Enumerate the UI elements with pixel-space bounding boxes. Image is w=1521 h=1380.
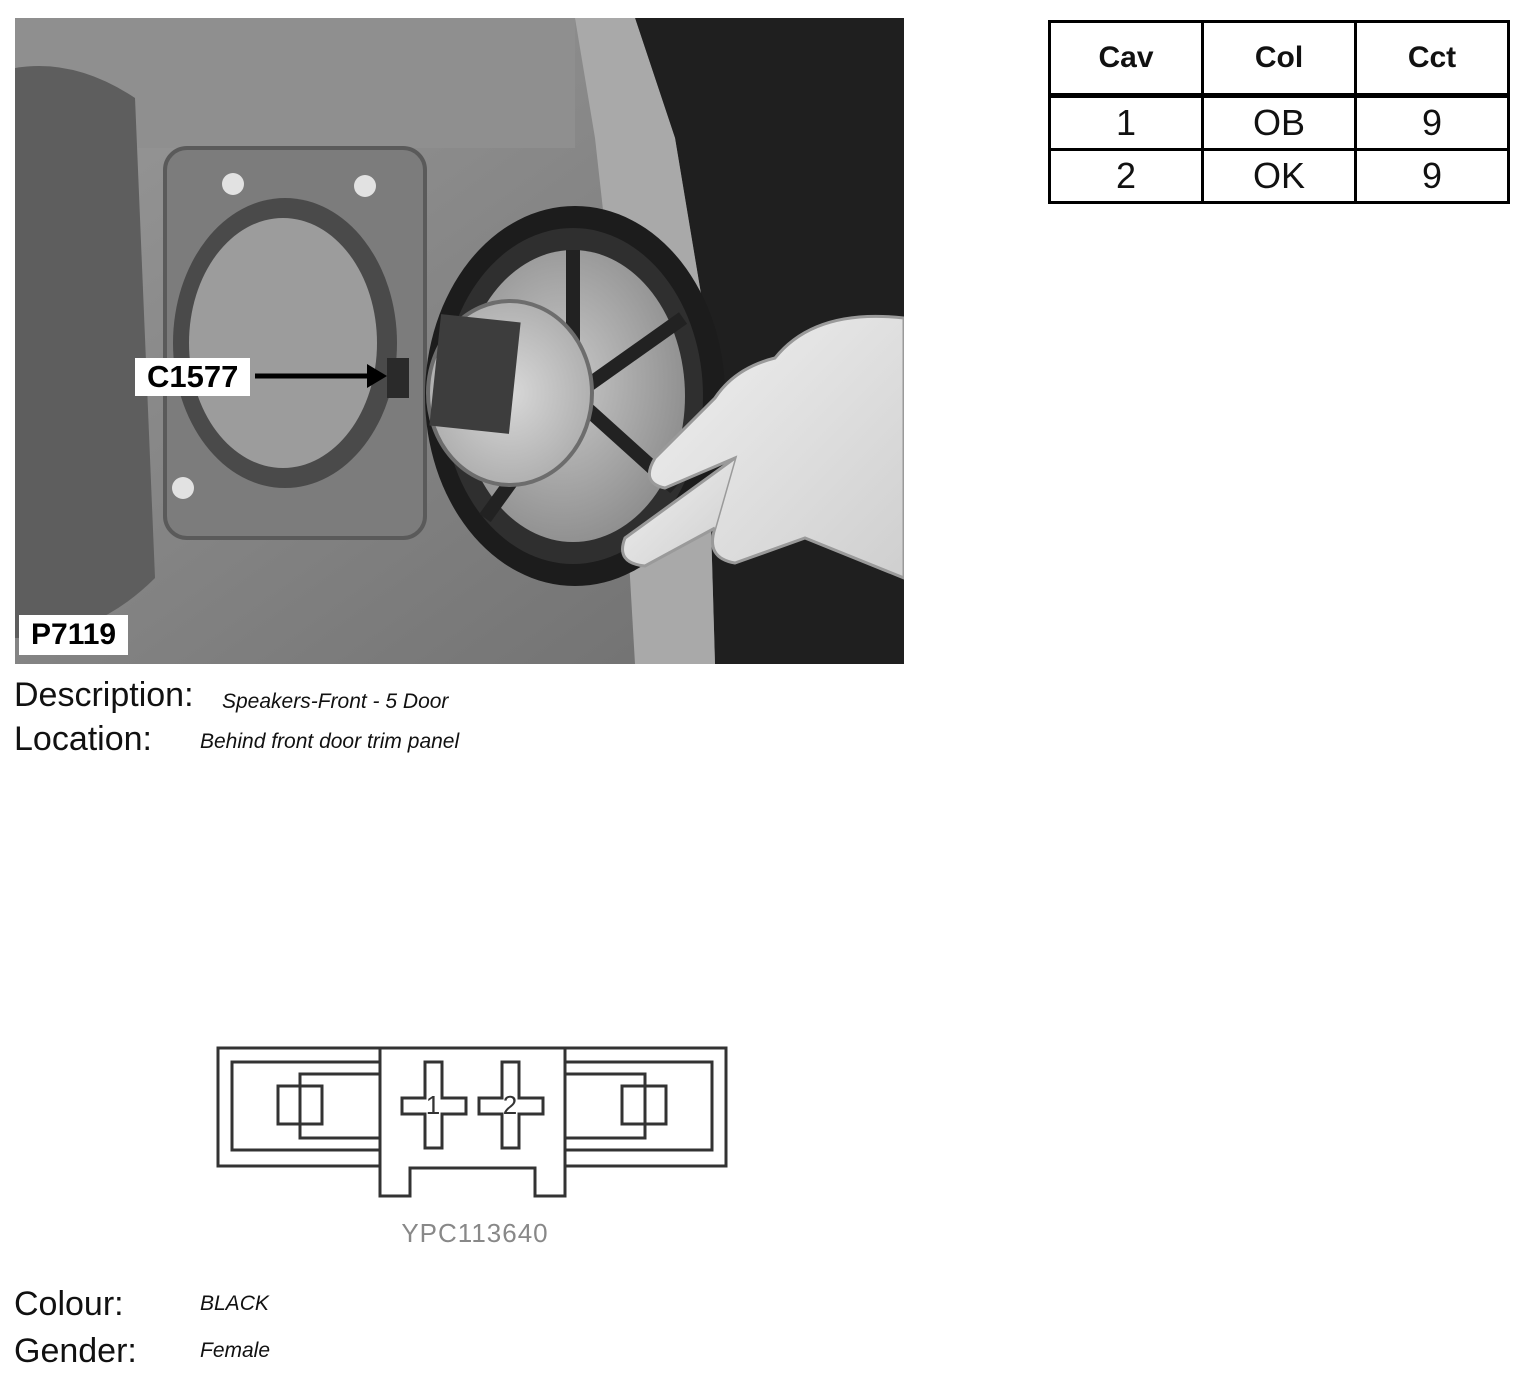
table-row <box>1050 96 1509 150</box>
colour-cell: OK <box>1203 150 1356 203</box>
description-value: Speakers-Front - 5 Door <box>222 690 449 713</box>
door-speaker-illustration <box>15 18 904 664</box>
gender-label: Gender: <box>14 1332 137 1370</box>
location-value: Behind front door trim panel <box>200 730 460 753</box>
location-label: Location: <box>14 720 152 758</box>
colour-value: BLACK <box>200 1292 269 1315</box>
cavity-label: 2 <box>502 1090 518 1120</box>
cavity-cell: 2 <box>1050 150 1203 203</box>
description-label: Description: <box>14 676 194 714</box>
column-header-circuit: Cct <box>1356 22 1509 96</box>
colour-label: Colour: <box>14 1285 124 1323</box>
pin-table-header-row <box>1050 22 1509 96</box>
pin-table <box>1048 20 1510 204</box>
connector-face-drawing <box>210 1040 740 1205</box>
column-header-cavity: Cav <box>1050 22 1203 96</box>
cavity-cell: 1 <box>1050 96 1203 150</box>
colour-cell: OB <box>1203 96 1356 150</box>
column-header-colour: Col <box>1203 22 1356 96</box>
table-row <box>1050 150 1509 203</box>
connector-location-photo <box>15 18 904 664</box>
connector-callout-label: C1577 <box>135 358 250 396</box>
cavity-label: 1 <box>425 1090 441 1120</box>
photo-id-label: P7119 <box>19 615 128 655</box>
gender-value: Female <box>200 1339 271 1362</box>
circuit-cell: 9 <box>1356 150 1509 203</box>
connector-part-number: YPC113640 <box>401 1218 549 1248</box>
circuit-cell: 9 <box>1356 96 1509 150</box>
